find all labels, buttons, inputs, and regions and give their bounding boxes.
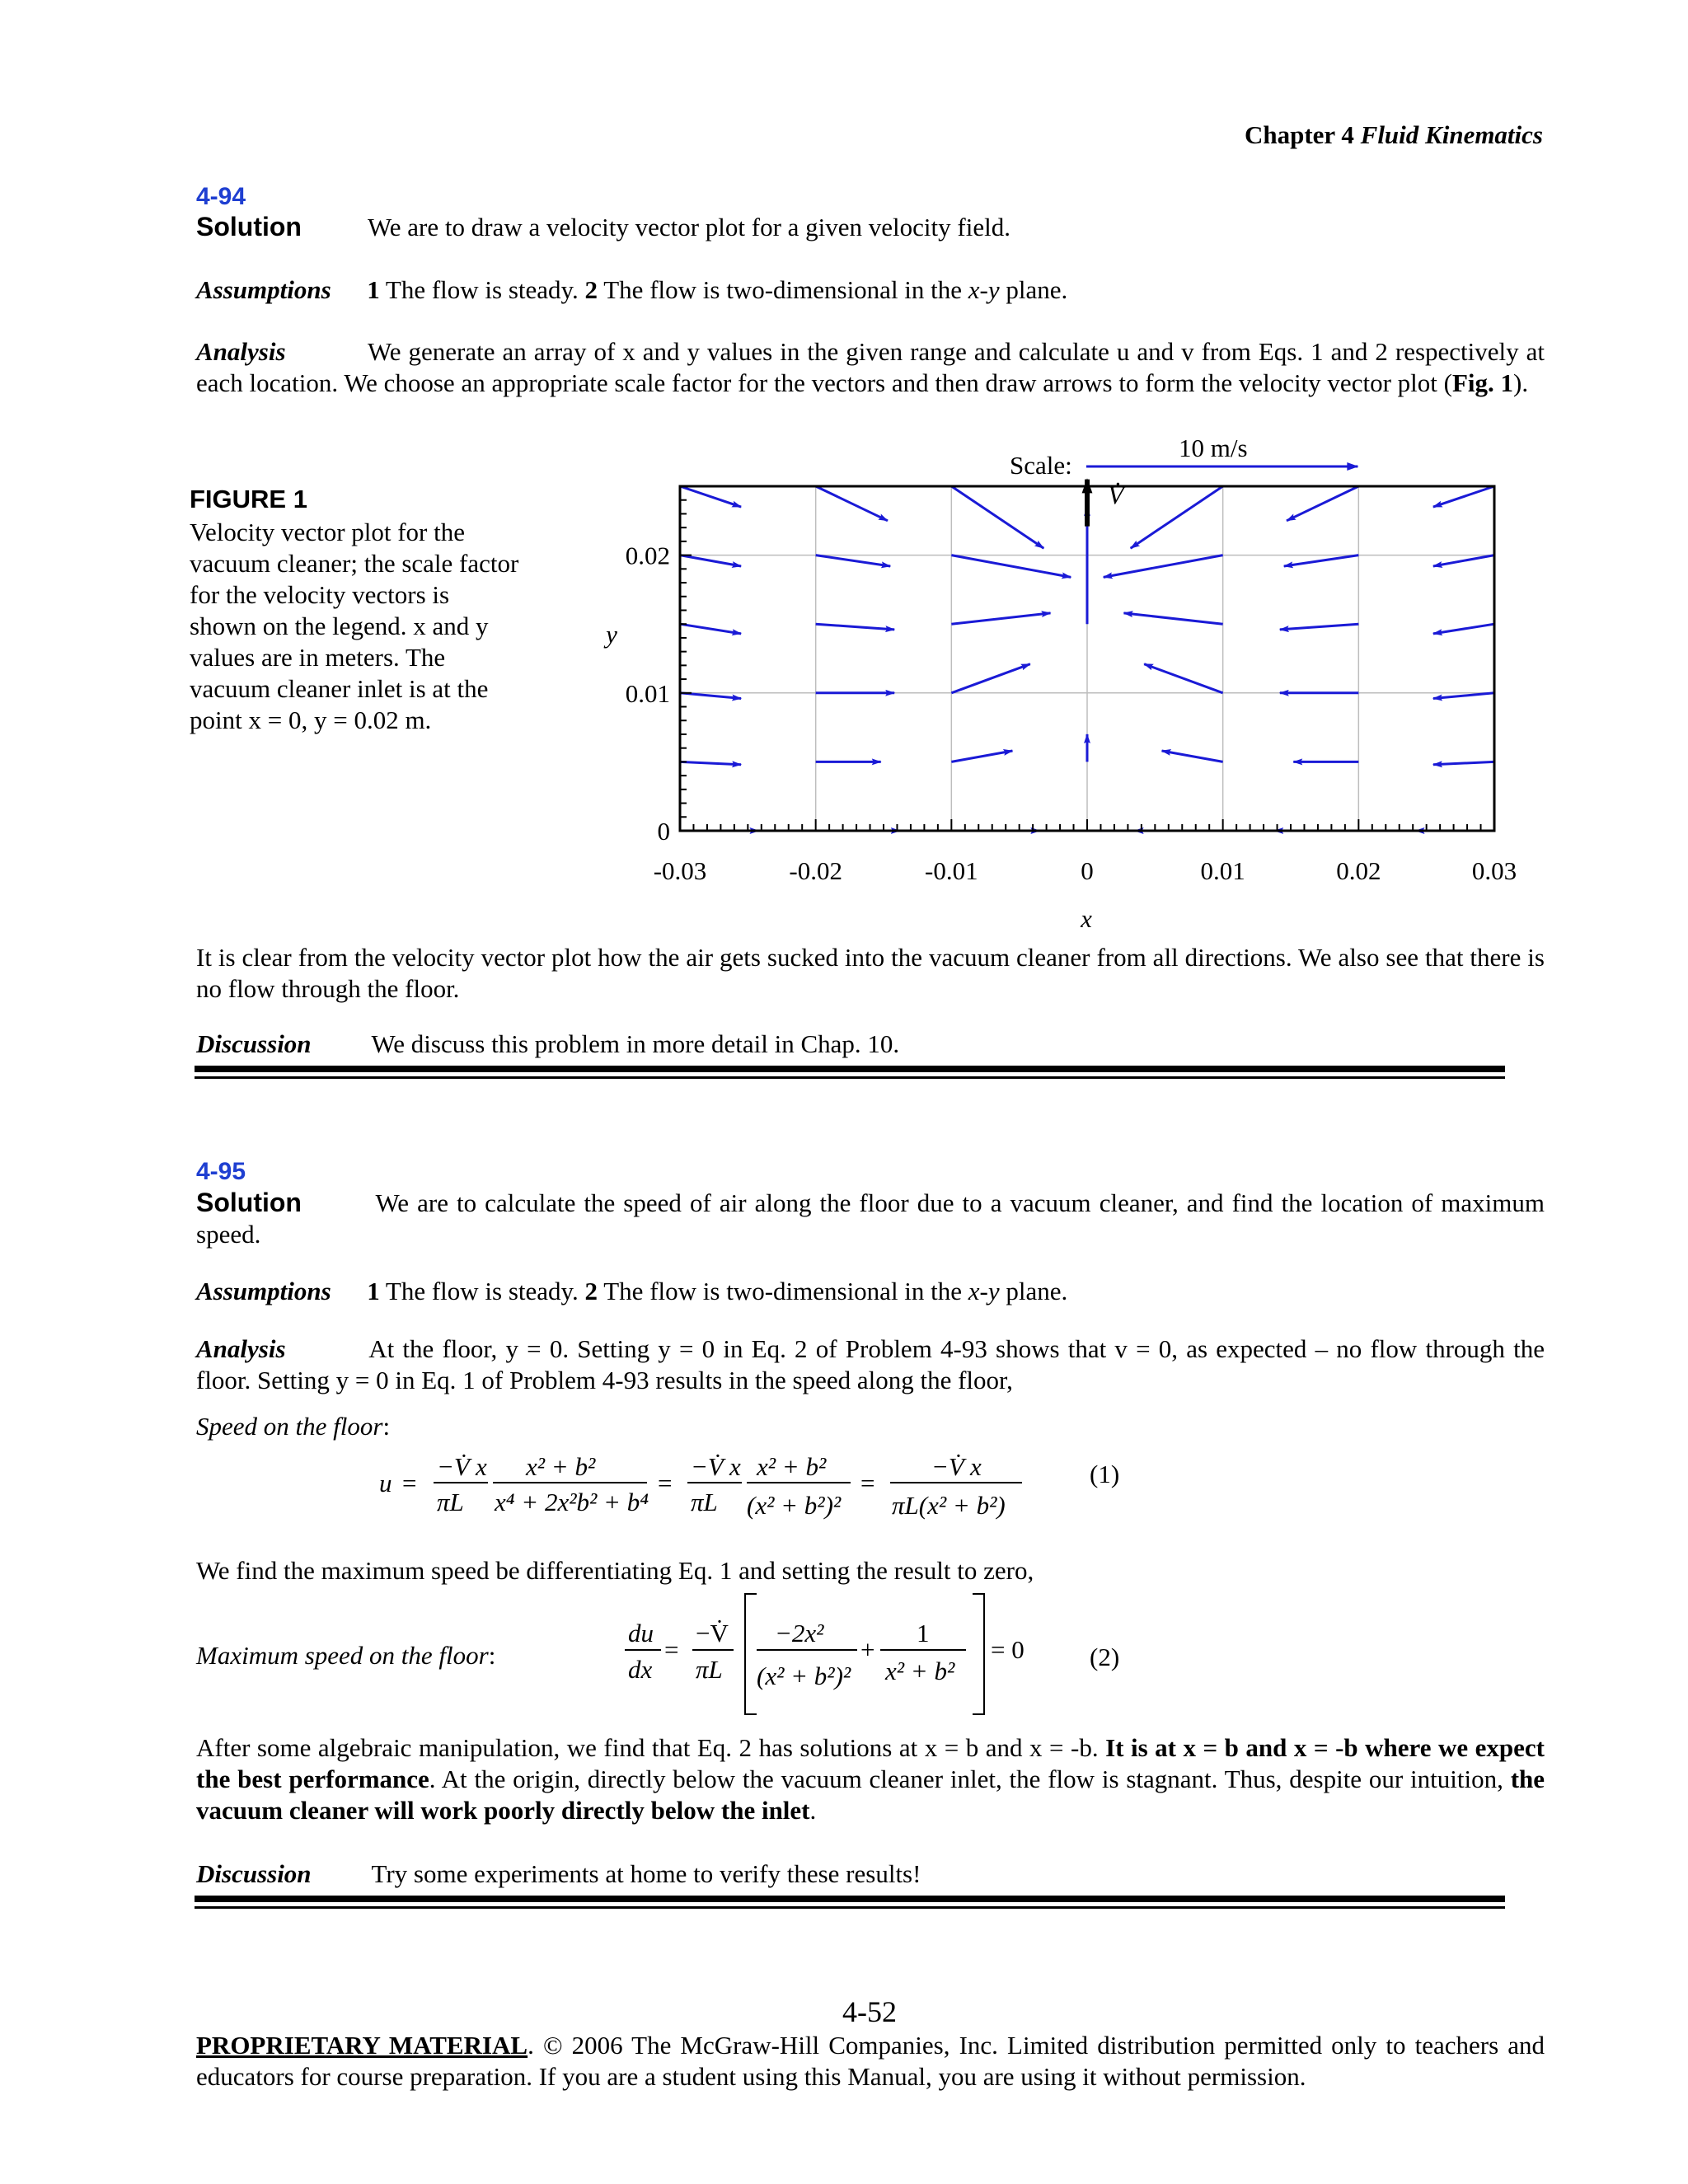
assumption-2-var-495: x-y <box>968 1277 1000 1305</box>
y-tick-label: 0.01 <box>625 678 670 708</box>
equation-2 <box>610 1582 1071 1722</box>
x-tick-label: 0.02 <box>1336 856 1381 885</box>
velocity-arrow <box>1131 486 1223 548</box>
velocity-arrow <box>1287 486 1358 521</box>
analysis-label-495: Analysis <box>196 1334 286 1363</box>
assumptions-label-494: Assumptions <box>196 275 331 304</box>
discussion-495 <box>196 1858 921 1890</box>
x-axis-label: x <box>1081 904 1092 933</box>
velocity-arrow <box>1280 624 1359 630</box>
discussion-text-494: We discuss this problem in more detail in Chap. 10. <box>371 1029 900 1058</box>
velocity-arrow <box>1123 613 1222 624</box>
speed-on-floor: Speed on the floor: <box>196 1412 391 1441</box>
footer-text: . © 2006 The McGraw-Hill Companies, Inc. Limited distribution permitted only to teachers and educators for course preparation. If you are a student using this Manual, you are using it without permission. <box>196 2031 1545 2091</box>
velocity-arrow <box>1144 664 1223 693</box>
y-axis-label: y <box>606 620 617 649</box>
assumption-1-num: 1 <box>367 275 380 304</box>
velocity-arrow <box>680 624 741 634</box>
assumptions-495 <box>196 1276 1067 1307</box>
discussion-494 <box>196 1029 899 1060</box>
analysis-text-494: We generate an array of x and y values in the given range and calculate u and v from Eqs. 1 and 2 respectively at each location. We choose an appropriate scale factor for the vectors and then draw arrows to form the velocity vector plot ( <box>196 337 1545 397</box>
y-tick-label: 0.02 <box>625 541 670 570</box>
after-eq2-text <box>196 1732 1545 1826</box>
solution-text-494: We are to draw a velocity vector plot for a given velocity field. <box>368 213 1010 241</box>
velocity-arrow <box>680 693 741 699</box>
velocity-arrow <box>951 555 1071 578</box>
solution-495 <box>196 1187 1545 1250</box>
section-divider-thick-2 <box>195 1896 1505 1902</box>
svg-text:x² + b²: x² + b² <box>757 1452 827 1481</box>
assumption-1-text: The flow is steady. <box>385 275 579 304</box>
max-speed-label: Maximum speed on the floor <box>196 1641 489 1670</box>
velocity-arrow <box>951 613 1050 624</box>
velocity-arrow <box>1433 693 1494 699</box>
svg-text:−V̇ x: −V̇ x <box>931 1452 982 1481</box>
svg-text:du: du <box>628 1619 654 1647</box>
solution-text-495: We are to calculate the speed of air along the floor due to a vacuum cleaner, and find the location of maximum speed. <box>196 1188 1545 1249</box>
svg-text:1: 1 <box>917 1619 930 1647</box>
analysis-end-494: ). <box>1513 368 1529 397</box>
scale-label: Scale: <box>1010 451 1072 480</box>
velocity-arrow <box>680 762 741 764</box>
velocity-arrow <box>951 664 1030 693</box>
after-eq2-bold: It is at x = b and x = -b where we expect the best performance <box>196 1733 1545 1793</box>
assumption-2-text-495: The flow is two-dimensional in the <box>603 1277 963 1305</box>
svg-text:(x² + b²)²: (x² + b²)² <box>757 1661 851 1690</box>
svg-text:−V̇: −V̇ <box>696 1619 729 1647</box>
analysis-text-495: At the floor, y = 0. Setting y = 0 in Eq. 2 of Problem 4-93 shows that v = 0, as expected – no flow through the floor. Setting y = 0 in Eq. 1 of Problem 4-93 results in the speed along the floor, <box>196 1334 1545 1394</box>
svg-text:u: u <box>379 1469 392 1497</box>
svg-text:πL: πL <box>691 1488 718 1516</box>
velocity-arrow <box>680 486 741 507</box>
chapter-title: Fluid Kinematics <box>1360 120 1543 149</box>
after-eq2-a: After some algebraic manipulation, we find that Eq. 2 has solutions at x = b and x = -b. <box>196 1733 1099 1762</box>
discussion-text-495: Try some experiments at home to verify these results! <box>371 1859 921 1888</box>
solution-label-494: Solution <box>196 212 302 241</box>
x-tick-label: 0.01 <box>1200 856 1245 885</box>
equation-1 <box>363 1438 1104 1545</box>
velocity-arrow <box>1104 555 1223 578</box>
after-eq2-bold2: the vacuum cleaner will work poorly directly below the inlet <box>196 1765 1545 1825</box>
source-label: V̇ <box>1108 480 1124 510</box>
velocity-arrow <box>1433 555 1494 566</box>
x-tick-label: -0.02 <box>789 856 842 885</box>
svg-text:(x² + b²)²: (x² + b²)² <box>747 1491 842 1520</box>
section-divider-thick <box>195 1066 1505 1072</box>
svg-text:πL(x² + b²): πL(x² + b²) <box>892 1491 1006 1520</box>
velocity-arrow <box>680 555 741 566</box>
svg-text:−V̇ x: −V̇ x <box>691 1452 741 1481</box>
figure-label: FIGURE 1 <box>190 485 307 513</box>
svg-text:πL: πL <box>437 1488 464 1516</box>
svg-text:x⁴ + 2x²b² + b⁴: x⁴ + 2x²b² + b⁴ <box>495 1488 649 1516</box>
velocity-vector-plot <box>0 0 1688 948</box>
svg-text:=: = <box>656 1469 673 1497</box>
equation-1-number: (1) <box>1090 1460 1120 1488</box>
svg-text:x² + b²: x² + b² <box>526 1452 596 1481</box>
equation-2-number: (2) <box>1090 1643 1120 1671</box>
svg-text:x² + b²: x² + b² <box>885 1657 955 1685</box>
after-eq2-b: . At the origin, directly below the vacuum cleaner inlet, the flow is stagnant. Thus, despite our intuition, <box>429 1765 1503 1793</box>
x-tick-label: -0.01 <box>925 856 978 885</box>
footer-notice <box>196 2030 1545 2093</box>
svg-text:=: = <box>664 1635 679 1664</box>
x-tick-label: 0 <box>1081 856 1094 885</box>
figure-caption: Velocity vector plot for the vacuum cleaner; the scale factor for the velocity vectors is shown on the legend. x and y values are in meters. The vacuum cleaner inlet is at the point x = 0, y = 0.02 m. <box>190 518 519 734</box>
velocity-arrow <box>1284 555 1359 566</box>
chapter-number: Chapter 4 <box>1244 120 1354 149</box>
assumption-2-text: The flow is two-dimensional in the <box>603 275 968 304</box>
problem-number-495: 4-95 <box>196 1158 246 1185</box>
velocity-arrow <box>816 555 891 566</box>
svg-text:=: = <box>859 1469 876 1497</box>
after-eq2-c: . <box>809 1796 817 1825</box>
velocity-arrow <box>1433 624 1494 634</box>
assumption-2-end-495: plane. <box>1006 1277 1068 1305</box>
velocity-arrow <box>816 486 888 521</box>
assumption-2-num-495: 2 <box>584 1277 598 1305</box>
section-divider-thin <box>195 1076 1505 1079</box>
discussion-label-495: Discussion <box>196 1859 312 1888</box>
max-speed-floor: Maximum speed on the floor: <box>196 1641 496 1670</box>
svg-text:= 0: = 0 <box>991 1635 1025 1664</box>
after-plot-text: It is clear from the velocity vector plot how the air gets sucked into the vacuum cleaner from all directions. We also see that there is no flow through the floor. <box>196 943 1545 1003</box>
analysis-495 <box>196 1333 1545 1396</box>
y-tick-label: 0 <box>657 817 670 846</box>
assumption-1-num-495: 1 <box>367 1277 380 1305</box>
page-number: 4-52 <box>842 1995 897 2028</box>
svg-text:+: + <box>860 1635 875 1664</box>
svg-text:−V̇ x: −V̇ x <box>437 1452 487 1481</box>
velocity-arrow <box>951 751 1012 762</box>
solution-label-495: Solution <box>196 1188 302 1217</box>
velocity-arrow <box>951 486 1043 548</box>
section-divider-thin-2 <box>195 1906 1505 1909</box>
velocity-arrow <box>1162 751 1223 762</box>
velocity-arrow <box>1433 486 1494 507</box>
velocity-arrow <box>816 624 895 630</box>
svg-text:πL: πL <box>696 1655 723 1684</box>
discussion-label-494: Discussion <box>196 1029 312 1058</box>
assumption-2-var: x-y <box>968 275 1000 304</box>
velocity-arrow <box>1433 762 1494 764</box>
analysis-fig-ref: Fig. 1 <box>1451 368 1513 397</box>
assumption-1-text-495: The flow is steady. <box>385 1277 579 1305</box>
assumption-2-end: plane. <box>999 275 1068 304</box>
assumption-2-num: 2 <box>584 275 598 304</box>
svg-text:=: = <box>401 1469 418 1497</box>
assumptions-label-495: Assumptions <box>196 1277 331 1305</box>
x-tick-label: 0.03 <box>1471 856 1517 885</box>
speed-label: Speed on the floor <box>196 1412 383 1441</box>
proprietary-label: PROPRIETARY MATERIAL <box>196 2031 528 2060</box>
problem-number-494: 4-94 <box>196 183 246 210</box>
svg-text:−2x²: −2x² <box>775 1619 824 1647</box>
scale-value-label: 10 m/s <box>1179 434 1248 462</box>
x-tick-label: -0.03 <box>653 856 707 885</box>
svg-text:dx: dx <box>628 1655 653 1684</box>
analysis-label-494: Analysis <box>196 337 286 366</box>
max-speed-intro: We find the maximum speed be differentiating Eq. 1 and setting the result to zero, <box>196 1556 1034 1585</box>
